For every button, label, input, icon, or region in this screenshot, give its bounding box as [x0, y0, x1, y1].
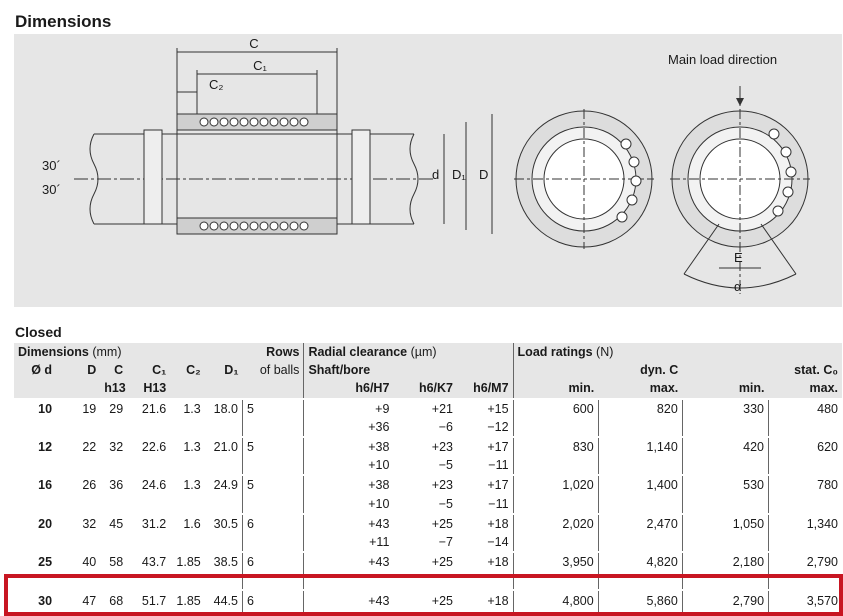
cell-h6m7: −11	[488, 458, 509, 473]
empty-cell	[205, 495, 243, 514]
empty-cell	[769, 418, 842, 437]
empty-cell	[769, 533, 842, 552]
angle-top-label: 30´	[42, 158, 61, 173]
table-row	[14, 495, 842, 514]
cell-balls: 5	[243, 475, 304, 494]
cell-h6h7: +43	[304, 514, 393, 533]
cell-balls: 5	[243, 399, 304, 418]
cell-c: 36	[100, 475, 127, 494]
cell-h6h7: +43	[304, 590, 393, 609]
table-row	[14, 437, 842, 456]
cell-c: 45	[100, 514, 127, 533]
empty-cell	[127, 495, 170, 514]
cell-dyn-max: 820	[598, 399, 682, 418]
cell-c2: 1.6	[170, 514, 204, 533]
cell-h6h7: +38	[304, 475, 393, 494]
cell-h6h7: +10	[304, 456, 393, 475]
cell-dyn-min: 2,020	[513, 514, 598, 533]
col-d: D	[56, 361, 100, 379]
cell-balls: 6	[243, 514, 304, 533]
cell-c2: 1.3	[170, 475, 204, 494]
tol-h13: h13	[100, 379, 127, 398]
empty-cell	[205, 418, 243, 437]
empty-cell	[14, 495, 56, 514]
cell-h6m7: −11	[488, 496, 509, 511]
cell-c: 32	[100, 437, 127, 456]
load-ratings-header: Load ratings	[517, 345, 593, 360]
cell-h6k7: +21	[393, 399, 457, 418]
col-stat-max: max.	[769, 379, 842, 398]
main-load-direction-label: Main load direction	[668, 52, 778, 67]
empty-cell	[682, 456, 768, 475]
table-row	[14, 456, 842, 475]
cell-dyn-max: 4,820	[598, 552, 682, 571]
cell-h6m7: +15	[457, 399, 513, 418]
cell-c2: 1.3	[170, 399, 204, 418]
cell-h6m7: +17	[457, 437, 513, 456]
cell-d1: 21.0	[205, 437, 243, 456]
empty-cell	[682, 418, 768, 437]
cell-h6m7: +17	[457, 475, 513, 494]
cell-d: 25	[14, 552, 56, 571]
radial-clearance-unit: (µm)	[410, 345, 437, 360]
cell-c2: 1.85	[170, 590, 204, 609]
cell-c1: 22.6	[127, 437, 170, 456]
cell-stat-max: 3,570	[769, 590, 842, 609]
col-d1: D₁	[205, 361, 243, 379]
cell-h6k7: +25	[393, 590, 457, 609]
cell-d1: 18.0	[205, 399, 243, 418]
dim-c-label: C	[249, 36, 259, 51]
cell-h6k7: −6	[438, 419, 453, 434]
cell-d: 32	[56, 514, 100, 533]
dimensions-header: Dimensions	[18, 345, 89, 360]
highlight-box	[4, 574, 843, 616]
cell-h6k7: +25	[393, 514, 457, 533]
cell-h6k7: −7	[438, 534, 453, 549]
cell-dyn-min: 4,800	[513, 590, 598, 609]
empty-cell	[513, 456, 598, 475]
cell-c: 58	[100, 552, 127, 571]
empty-cell	[205, 456, 243, 475]
empty-cell	[56, 418, 100, 437]
empty-cell	[100, 495, 127, 514]
dim-c2-label: C₂	[209, 77, 224, 92]
cell-h6m7: −12	[487, 419, 509, 434]
of-balls-header: of balls	[243, 361, 304, 379]
tol-H13: H13	[127, 379, 170, 398]
cell-stat-min: 330	[682, 399, 768, 418]
dim-d1-label: D₁	[452, 167, 466, 182]
empty-cell	[598, 533, 682, 552]
empty-cell	[598, 418, 682, 437]
cell-d: 16	[14, 475, 56, 494]
empty-cell	[14, 418, 56, 437]
cell-c1: 21.6	[127, 399, 170, 418]
cell-balls: 5	[243, 437, 304, 456]
cell-stat-min: 1,050	[682, 514, 768, 533]
cell-c1: 24.6	[127, 475, 170, 494]
table-row	[14, 552, 842, 571]
cell-dyn-max: 1,140	[598, 437, 682, 456]
cell-h6k7: +23	[393, 475, 457, 494]
empty-cell	[243, 495, 304, 514]
col-h6k7: h6/K7	[393, 379, 457, 398]
empty-cell	[56, 495, 100, 514]
dyn-c-header: dyn. C	[598, 361, 682, 379]
empty-cell	[14, 533, 56, 552]
cell-stat-min: 530	[682, 475, 768, 494]
dim-d-label: d	[432, 167, 440, 182]
dim-big-d-label: D	[479, 167, 489, 182]
cell-dyn-min: 3,950	[513, 552, 598, 571]
dimensions-unit: (mm)	[92, 345, 122, 360]
cell-h6h7: +10	[304, 495, 393, 514]
cell-stat-max: 2,790	[769, 552, 842, 571]
empty-cell	[513, 418, 598, 437]
cell-d: 40	[56, 552, 100, 571]
page-title: Dimensions	[15, 12, 112, 31]
empty-cell	[205, 533, 243, 552]
cell-h6m7: +18	[457, 552, 513, 571]
cell-stat-max: 780	[769, 475, 842, 494]
cell-h6k7: +23	[393, 437, 457, 456]
table-header-row	[14, 343, 842, 361]
empty-cell	[243, 456, 304, 475]
empty-cell	[100, 418, 127, 437]
shaft-bore-header: Shaft/bore	[304, 361, 513, 379]
cell-d: 10	[14, 399, 56, 418]
cell-h6h7: +11	[304, 533, 393, 552]
cell-dyn-min: 1,020	[513, 475, 598, 494]
cell-dyn-min: 830	[513, 437, 598, 456]
cell-d: 20	[14, 514, 56, 533]
cell-dyn-max: 2,470	[598, 514, 682, 533]
cell-stat-max: 1,340	[769, 514, 842, 533]
empty-cell	[100, 456, 127, 475]
cell-d1: 44.5	[205, 590, 243, 609]
cell-c2: 1.85	[170, 552, 204, 571]
empty-cell	[170, 495, 204, 514]
empty-cell	[170, 456, 204, 475]
cell-stat-min: 2,180	[682, 552, 768, 571]
table-row	[14, 399, 842, 418]
table-row	[14, 418, 842, 437]
empty-cell	[243, 418, 304, 437]
cell-h6h7: +9	[304, 399, 393, 418]
empty-cell	[100, 533, 127, 552]
empty-cell	[56, 456, 100, 475]
cell-c2: 1.3	[170, 437, 204, 456]
stat-c0-header: stat. C₀	[769, 361, 842, 379]
cell-c: 29	[100, 399, 127, 418]
empty-cell	[682, 533, 768, 552]
cell-d: 26	[56, 475, 100, 494]
cell-d1: 38.5	[205, 552, 243, 571]
radial-clearance-header: Radial clearance	[308, 345, 408, 360]
cell-d1: 24.9	[205, 475, 243, 494]
table-header-row	[14, 361, 842, 379]
empty-cell	[127, 533, 170, 552]
col-h6m7: h6/M7	[457, 379, 513, 398]
section-title: Closed	[15, 324, 62, 340]
cell-stat-min: 2,790	[682, 590, 768, 609]
col-stat-min: min.	[682, 379, 768, 398]
cell-stat-max: 620	[769, 437, 842, 456]
rows-header: Rows	[243, 343, 304, 361]
table-header-row	[14, 379, 842, 398]
empty-cell	[769, 495, 842, 514]
cell-h6m7: +18	[457, 590, 513, 609]
empty-cell	[598, 495, 682, 514]
cell-c1: 51.7	[127, 590, 170, 609]
cell-h6m7: −14	[487, 534, 509, 549]
cell-d: 47	[56, 590, 100, 609]
cell-d: 19	[56, 399, 100, 418]
empty-cell	[243, 533, 304, 552]
cell-c1: 43.7	[127, 552, 170, 571]
alpha-label: α	[734, 279, 742, 294]
dim-e-label: E	[734, 250, 743, 265]
cell-d1: 30.5	[205, 514, 243, 533]
cell-balls: 6	[243, 552, 304, 571]
cell-balls: 6	[243, 590, 304, 609]
table-row	[14, 533, 842, 552]
cell-dyn-min: 600	[513, 399, 598, 418]
col-c: C	[100, 361, 127, 379]
cell-h6k7: +25	[393, 552, 457, 571]
cell-d: 30	[14, 590, 56, 609]
empty-cell	[127, 418, 170, 437]
col-od: Ø d	[14, 361, 56, 379]
empty-cell	[127, 456, 170, 475]
cell-h6m7: +18	[457, 514, 513, 533]
cell-stat-min: 420	[682, 437, 768, 456]
cell-h6k7: −5	[438, 458, 453, 473]
empty-cell	[170, 418, 204, 437]
empty-cell	[513, 495, 598, 514]
empty-cell	[513, 533, 598, 552]
col-dyn-max: max.	[598, 379, 682, 398]
empty-cell	[14, 456, 56, 475]
empty-cell	[170, 533, 204, 552]
load-ratings-unit: (N)	[596, 345, 614, 360]
empty-cell	[682, 495, 768, 514]
dim-c1-label: C₁	[253, 58, 267, 73]
empty-cell	[56, 533, 100, 552]
table-row	[14, 514, 842, 533]
cell-d: 12	[14, 437, 56, 456]
cell-c: 68	[100, 590, 127, 609]
empty-cell	[769, 456, 842, 475]
cell-stat-max: 480	[769, 399, 842, 418]
cell-h6h7: +43	[304, 552, 393, 571]
col-c2: C₂	[170, 361, 204, 379]
dimension-drawing	[14, 34, 842, 307]
empty-cell	[598, 456, 682, 475]
cell-c1: 31.2	[127, 514, 170, 533]
cell-h6h7: +36	[304, 418, 393, 437]
cell-dyn-max: 5,860	[598, 590, 682, 609]
cell-d: 22	[56, 437, 100, 456]
cell-h6h7: +38	[304, 437, 393, 456]
cell-dyn-max: 1,400	[598, 475, 682, 494]
cell-h6k7: −5	[438, 496, 453, 511]
col-dyn-min: min.	[513, 379, 598, 398]
angle-bottom-label: 30´	[42, 182, 61, 197]
table-row	[14, 475, 842, 494]
col-h6h7: h6/H7	[304, 379, 393, 398]
col-c1: C₁	[127, 361, 170, 379]
